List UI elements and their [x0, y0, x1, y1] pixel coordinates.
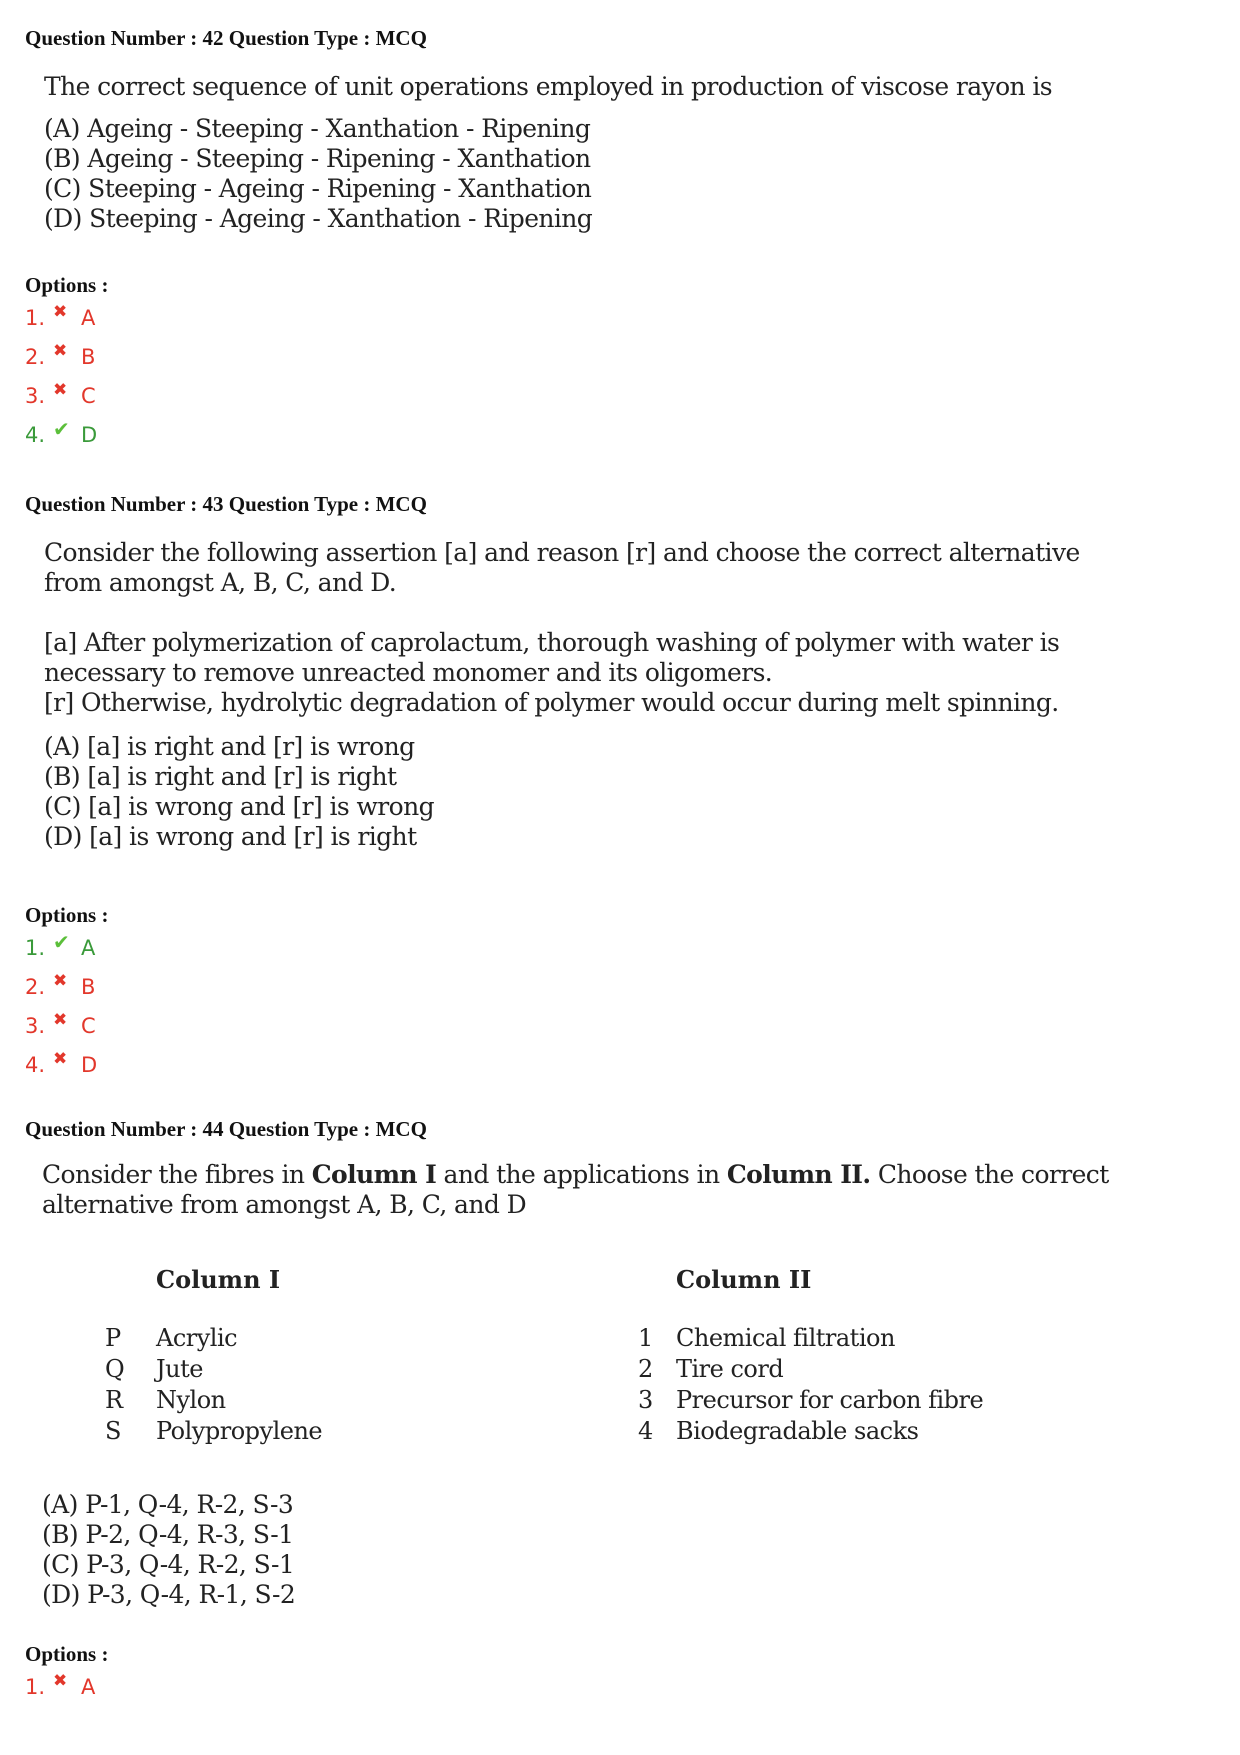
question-body-44	[42, 1160, 1122, 1220]
option-number: 3.	[25, 1014, 46, 1038]
choices-44	[42, 1490, 295, 1610]
option-1	[25, 1671, 96, 1699]
number-cell: 4	[638, 1416, 653, 1445]
application-cell: Tire cord	[676, 1354, 784, 1383]
option-number: 1.	[25, 1675, 46, 1699]
number-cell: 2	[638, 1354, 653, 1383]
choice-a: (A) [a] is right and [r] is wrong	[44, 732, 415, 761]
match-table	[105, 1322, 983, 1446]
cross-icon: ✖	[53, 380, 68, 400]
cross-icon: ✖	[53, 1671, 68, 1691]
question-stem: Consider the following assertion [a] and reason [r] and choose the correct alternative from amongst A, B, C, and D.	[44, 538, 1080, 597]
option-letter: B	[81, 345, 96, 369]
choice-b: (B) P-2, Q-4, R-3, S-1	[42, 1520, 294, 1549]
option-letter: A	[81, 306, 96, 330]
stem-part: Consider the fibres in	[42, 1160, 312, 1189]
application-cell: Precursor for carbon fibre	[676, 1385, 984, 1414]
reason-text: [r] Otherwise, hydrolytic degradation of polymer would occur during melt spinning.	[44, 688, 1059, 717]
options-label: Options :	[25, 1642, 109, 1666]
option-3	[25, 380, 96, 408]
options-label: Options :	[25, 273, 109, 297]
stem-part: Choose the correct alternative from amongst A, B, C, and D	[42, 1160, 1109, 1219]
check-icon: ✔	[53, 417, 70, 441]
option-letter: D	[81, 423, 98, 447]
table-row	[105, 1322, 983, 1353]
option-letter: D	[81, 1053, 98, 1077]
fibre-cell: Jute	[156, 1354, 203, 1383]
stem-emphasis: Column II.	[726, 1160, 871, 1189]
cross-icon: ✖	[53, 1010, 68, 1030]
number-cell: 3	[638, 1385, 653, 1414]
application-cell: Chemical filtration	[676, 1323, 895, 1352]
number-cell: 1	[638, 1323, 653, 1352]
cross-icon: ✖	[53, 971, 68, 991]
option-letter: C	[81, 384, 96, 408]
question-stem: The correct sequence of unit operations employed in production of viscose rayon is	[44, 72, 1052, 101]
cross-icon: ✖	[53, 341, 68, 361]
table-row	[105, 1415, 983, 1446]
option-number: 1.	[25, 936, 46, 960]
choice-d: (D) Steeping - Ageing - Xanthation - Ripening	[44, 204, 593, 233]
question-body-42	[44, 72, 1052, 234]
option-number: 1.	[25, 306, 46, 330]
options-label: Options :	[25, 903, 109, 927]
row-key: R	[105, 1385, 123, 1414]
option-number: 4.	[25, 423, 46, 447]
option-letter: C	[81, 1014, 96, 1038]
choice-b: (B) [a] is right and [r] is right	[44, 762, 397, 791]
choice-c: (C) P-3, Q-4, R-2, S-1	[42, 1550, 295, 1579]
option-letter: B	[81, 975, 96, 999]
option-number: 2.	[25, 975, 46, 999]
choice-a: (A) Ageing - Steeping - Xanthation - Ripening	[44, 114, 591, 143]
option-letter: A	[81, 1675, 96, 1699]
choice-d: (D) [a] is wrong and [r] is right	[44, 822, 417, 851]
row-key: P	[105, 1323, 121, 1352]
option-number: 4.	[25, 1053, 46, 1077]
question-body-43	[44, 538, 1124, 852]
question-header-44: Question Number : 44 Question Type : MCQ	[25, 1117, 427, 1141]
stem-part: and the applications in	[436, 1160, 727, 1189]
cross-icon: ✖	[53, 1049, 68, 1069]
choice-a: (A) P-1, Q-4, R-2, S-3	[42, 1490, 294, 1519]
option-2	[25, 341, 96, 369]
choice-d: (D) P-3, Q-4, R-1, S-2	[42, 1580, 296, 1609]
question-header-42: Question Number : 42 Question Type : MCQ	[25, 26, 427, 50]
option-3	[25, 1010, 96, 1038]
question-stem	[42, 1160, 1122, 1220]
table-row	[105, 1353, 983, 1384]
column-1-title: Column I	[156, 1265, 281, 1294]
option-1	[25, 930, 96, 960]
option-number: 3.	[25, 384, 46, 408]
stem-emphasis: Column I	[311, 1160, 437, 1189]
check-icon: ✔	[53, 930, 70, 954]
choice-c: (C) [a] is wrong and [r] is wrong	[44, 792, 435, 821]
row-key: S	[105, 1416, 121, 1445]
option-letter: A	[81, 936, 96, 960]
assertion-text: [a] After polymerization of caprolactum, thorough washing of polymer with water is necessary to remove unreacted monomer and its oligomers.	[44, 628, 1060, 687]
table-row	[105, 1384, 983, 1415]
option-number: 2.	[25, 345, 46, 369]
question-header-43: Question Number : 43 Question Type : MCQ	[25, 492, 427, 516]
row-key: Q	[105, 1354, 125, 1383]
fibre-cell: Nylon	[156, 1385, 226, 1414]
option-2	[25, 971, 96, 999]
fibre-cell: Polypropylene	[156, 1416, 323, 1445]
application-cell: Biodegradable sacks	[676, 1416, 919, 1445]
choice-b: (B) Ageing - Steeping - Ripening - Xanthation	[44, 144, 591, 173]
choice-c: (C) Steeping - Ageing - Ripening - Xanthation	[44, 174, 592, 203]
cross-icon: ✖	[53, 302, 68, 322]
fibre-cell: Acrylic	[156, 1323, 238, 1352]
option-1	[25, 302, 96, 330]
option-4	[25, 417, 98, 447]
option-4	[25, 1049, 98, 1077]
column-2-title: Column II	[676, 1265, 812, 1294]
